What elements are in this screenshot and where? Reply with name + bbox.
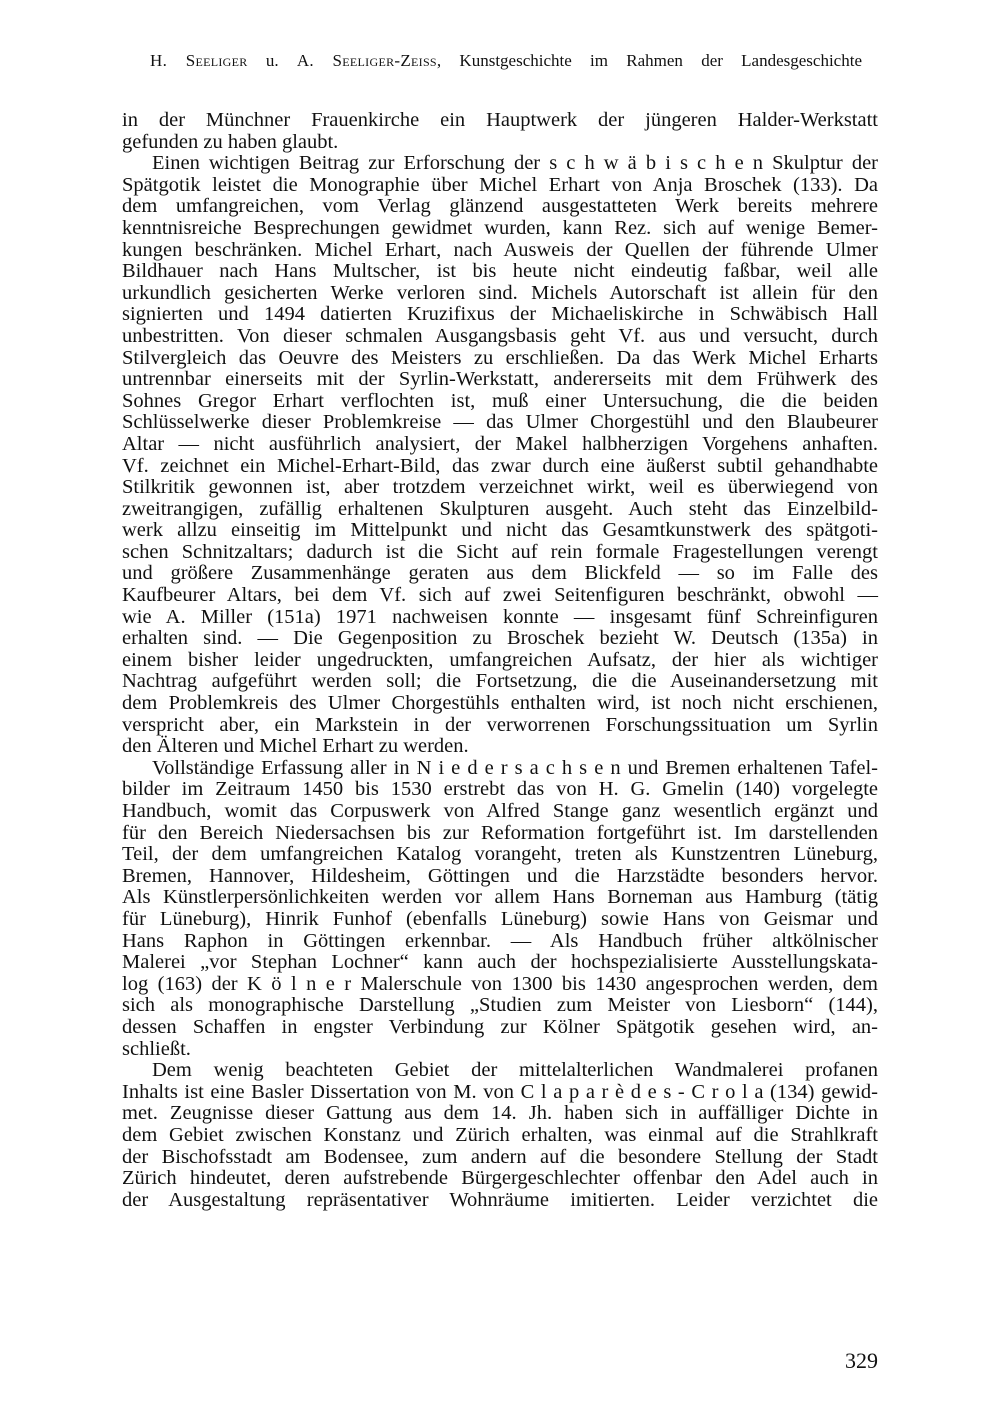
text-line: Teil, der dem umfangreichen Katalog vorangeht, treten als Kunstzentren Lüneburg, (122, 843, 878, 866)
paragraph (122, 153, 878, 758)
text-line: einem bisher leider ungedruckten, umfangreichen Aufsatz, der hier als wichtiger (122, 648, 878, 671)
text-line: untrennbar einerseits mit der Syrlin-Werkstatt, andererseits mit dem Frühwerk des (122, 368, 878, 391)
text-line: dem Gebiet zwischen Konstanz und Zürich erhalten, was einmal auf die Strahlkraft (122, 1123, 878, 1146)
header-author-1: H. Seeliger (150, 51, 248, 70)
paragraph (122, 110, 878, 153)
text-line: dem umfangreichen, vom Verlag glänzend ausgestatteten Werk bereits mehrere (122, 195, 878, 218)
running-head (150, 50, 862, 72)
text-line: wie A. Miller (151a) 1971 nachweisen konnte — insgesamt fünf Schreinfiguren (122, 605, 878, 628)
text-line: Dem wenig beachteten Gebiet der mittelalterlichen Wandmalerei profanen (152, 1059, 878, 1082)
header-conjunction: u. (247, 51, 297, 70)
paragraph (122, 758, 878, 1060)
text-line: bilder im Zeitraum 1450 bis 1530 erstrebt das von H. G. Gmelin (140) vorgelegte (122, 778, 878, 801)
header-title: , Kunstgeschichte im Rahmen der Landesgeschichte (436, 51, 863, 70)
text-line: erhalten sind. — Die Gegenposition zu Broschek bezieht W. Deutsch (135a) in (122, 627, 878, 650)
body-text (122, 110, 878, 1211)
header-author-2: A. Seeliger-Zeiss (296, 51, 437, 70)
text-line: Bremen, Hannover, Hildesheim, Göttingen und die Harzstädte besonders hervor. (122, 864, 878, 887)
text-line: zweitrangigen, zufällig erhaltenen Skulpturen ausgeht. Auch steht das Einzelbild- (122, 497, 878, 520)
text-line: in der Münchner Frauenkirche ein Hauptwerk der jüngeren Halder-Werkstatt (122, 109, 878, 131)
paragraph (122, 1060, 878, 1211)
text-line: Als Künstlerpersönlichkeiten werden vor allem Hans Borneman aus Hamburg (tätig (122, 886, 878, 909)
text-line: Vollständige Erfassung aller in N i e d e r s a c h s e n und Bremen erhaltenen Tafel- (152, 756, 878, 779)
text-line: Zürich hindeutet, deren aufstrebende Bürgergeschlechter offenbar den Adel auch in (122, 1167, 878, 1190)
text-line: dessen Schaffen in engster Verbindung zur Kölner Spätgotik gesehen wird, an- (122, 1015, 878, 1038)
text-line: Stilkritik gewonnen ist, aber trotzdem verzeichnet wirkt, weil es überwiegend von (122, 476, 878, 499)
text-line: der Bischofsstadt am Bodensee, zum andern auf die besondere Stellung der Stadt (122, 1145, 878, 1168)
text-line: Stilvergleich das Oeuvre des Meisters zu erschließen. Da das Werk Michel Erharts (122, 346, 878, 369)
text-line: kenntnisreiche Besprechungen gewidmet wurden, kann Rez. sich auf wenige Bemer- (122, 216, 878, 239)
text-line: gefunden zu haben glaubt. (122, 130, 339, 153)
text-line: Einen wichtigen Beitrag zur Erforschung der s c h w ä b i s c h e n Skulptur der (152, 152, 878, 175)
text-line: Malerei „vor Stephan Lochner“ kann auch der hochspezialisierte Ausstellungskata- (122, 951, 878, 974)
text-line: Altar — nicht ausführlich analysiert, der Makel halbherzigen Vorgehens anhaften. (122, 432, 878, 455)
text-line: Spätgotik leistet die Monographie über Michel Erhart von Anja Broschek (133). Da (122, 173, 878, 196)
text-line: Bildhauer nach Hans Multscher, ist bis heute nicht eindeutig faßbar, weil alle (122, 260, 878, 283)
text-line: Handbuch, womit das Corpuswerk von Alfred Stange ganz wesentlich ergänzt und (122, 800, 878, 822)
text-line: dem Problemkreis des Ulmer Chorgestühls enthalten wird, ist noch nicht erschienen, (122, 692, 878, 715)
text-line: Hans Raphon in Göttingen erkennbar. — Als Handbuch früher altkölnischer (122, 929, 878, 952)
text-line: schließt. (122, 1037, 191, 1060)
text-line: schen Schnitzaltars; dadurch ist die Sicht auf rein formale Fragestellungen verengt (122, 540, 878, 563)
text-line: Vf. zeichnet ein Michel-Erhart-Bild, das zwar durch eine äußerst subtil gehandhabte (122, 454, 878, 477)
text-line: Nachtrag aufgeführt werden soll; die Fortsetzung, die die Auseinandersetzung mit (122, 670, 878, 693)
text-line: Kaufbeurer Altars, bei dem Vf. sich auf zwei Seitenfiguren beschränkt, obwohl — (122, 584, 878, 607)
text-line: für den Bereich Niedersachsen bis zur Reformation fortgeführt ist. Im darstellenden (122, 821, 878, 844)
text-line: Inhalts ist eine Basler Dissertation von M. von C l a p a r è d e s - C r o l a (134) gewid- (122, 1080, 878, 1103)
text-line: verspricht aber, ein Markstein in der verworrenen Forschungssituation um Syrlin (122, 713, 878, 736)
text-line: den Älteren und Michel Erhart zu werden. (122, 735, 469, 758)
text-line: met. Zeugnisse dieser Gattung aus dem 14. Jh. haben sich in auffälliger Dichte in (122, 1102, 878, 1125)
text-line: Schlüsselwerke dieser Problemkreise — das Ulmer Chorgestühl und den Blaubeurer (122, 411, 878, 434)
text-line: unbestritten. Von dieser schmalen Ausgangsbasis geht Vf. aus und versucht, durch (122, 324, 878, 347)
text-line: kungen beschränken. Michel Erhart, nach Ausweis der Quellen der führende Ulmer (122, 238, 878, 261)
text-line: für Lüneburg), Hinrik Funhof (ebenfalls Lüneburg) sowie Hans von Geismar und (122, 907, 878, 930)
text-line: log (163) der K ö l n e r Malerschule von 1300 bis 1430 angesprochen werden, dem (122, 972, 878, 995)
text-line: urkundlich gesicherten Werke verloren sind. Michels Autorschaft ist allein für den (122, 281, 878, 304)
text-line: signierten und 1494 datierten Kruzifixus der Michaeliskirche in Schwäbisch Hall (122, 303, 878, 326)
page-number: 329 (845, 1348, 878, 1373)
text-line: und größere Zusammenhänge geraten aus dem Blickfeld — so im Falle des (122, 562, 878, 585)
text-line: werk allzu einseitig im Mittelpunkt und nicht das Gesamtkunstwerk des spätgoti- (122, 519, 878, 542)
text-line: Sohnes Gregor Erhart verflochten ist, muß einer Untersuchung, die die beiden (122, 389, 878, 412)
text-line: der Ausgestaltung repräsentativer Wohnräume imitierten. Leider verzichtet die (122, 1188, 878, 1211)
text-line: sich als monographische Darstellung „Studien zum Meister von Liesborn“ (144), (122, 994, 878, 1017)
